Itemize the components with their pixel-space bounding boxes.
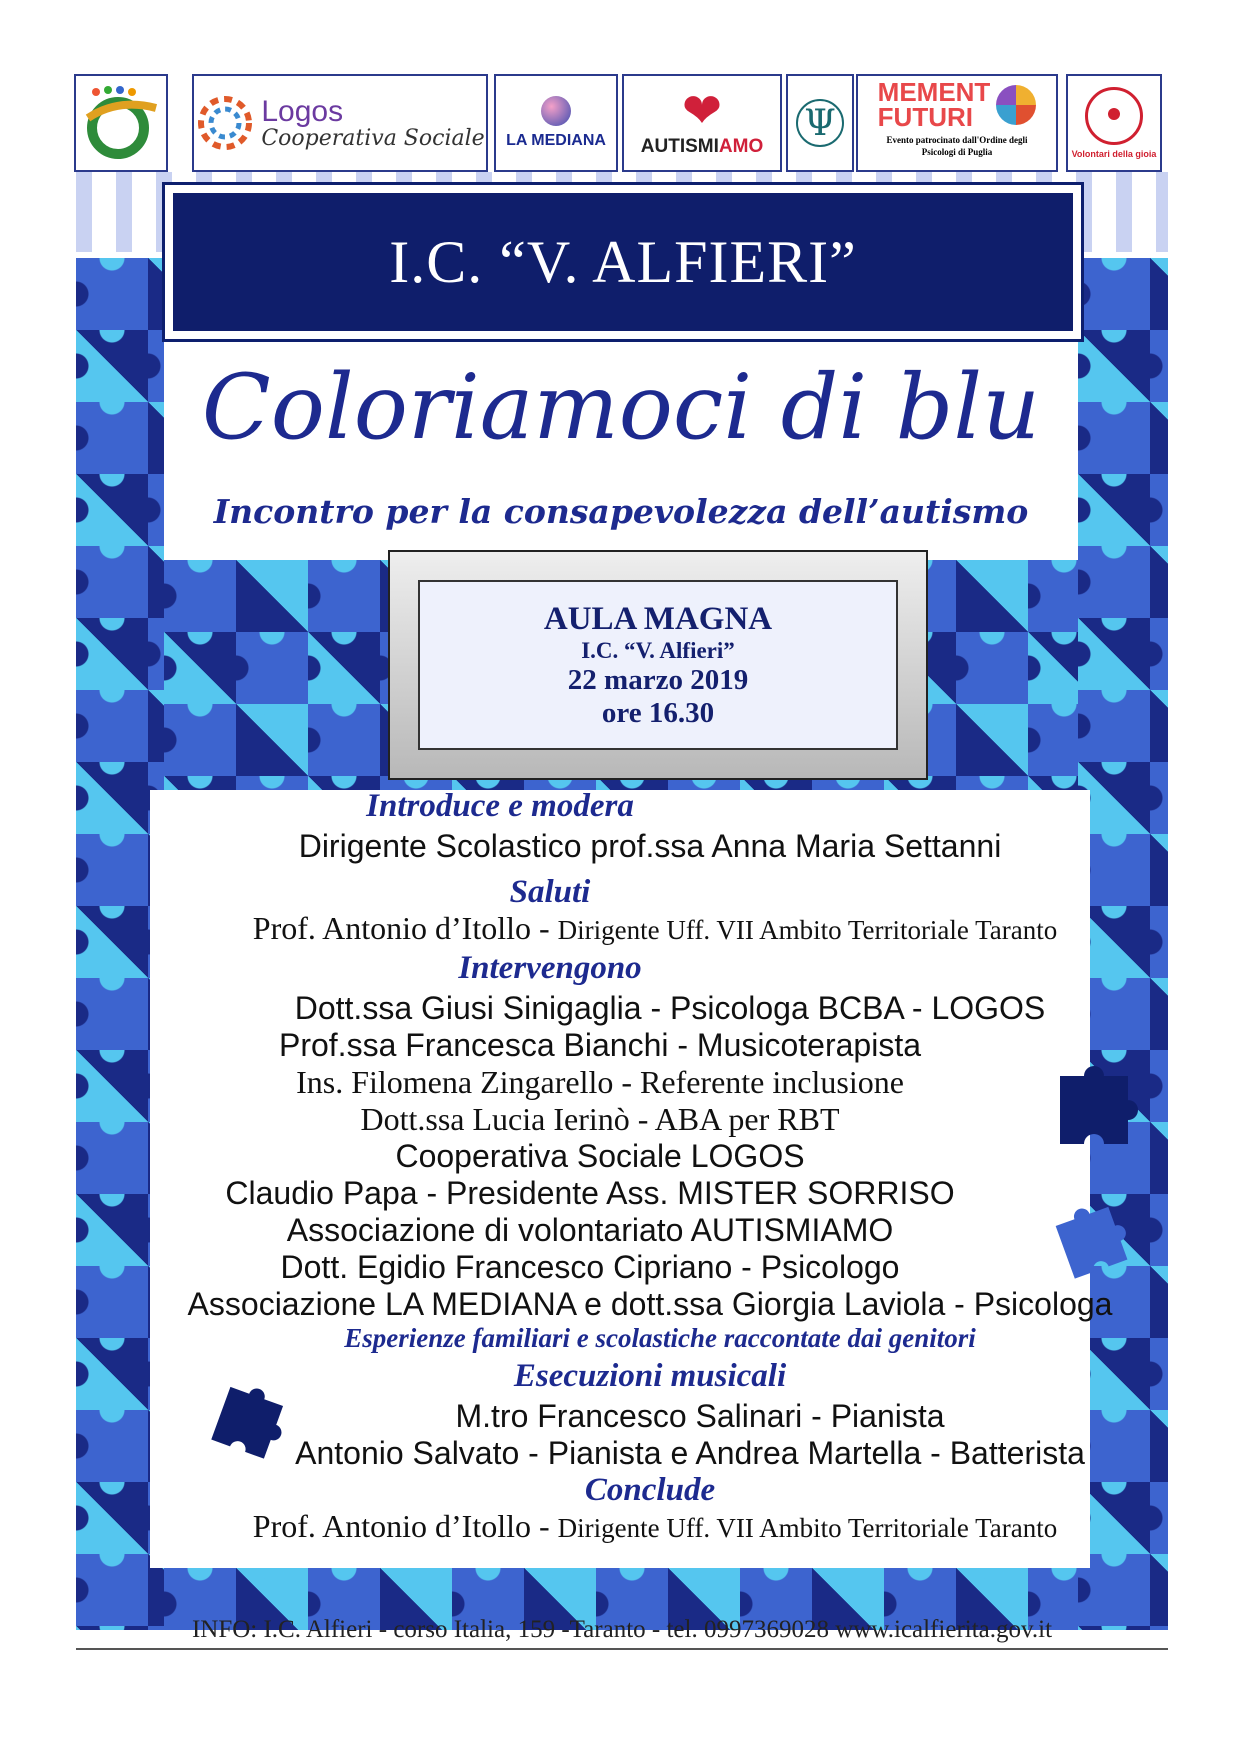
musician-line: Antonio Salvato - Pianista e Andrea Martella - Batterista xyxy=(295,1435,1085,1471)
autismiamo-text xyxy=(641,136,763,158)
logo-mement-futuri xyxy=(856,74,1058,172)
footer-info: INFO: I.C. Alfieri - corso Italia, 159 -Taranto - tel. 0997369028 www.icalfierita.gov.it xyxy=(191,1616,1053,1643)
introduce-person: Dirigente Scolastico prof.ssa Anna Maria Settanni xyxy=(298,828,1002,864)
conclude-role: Dirigente Uff. VII Ambito Territoriale Taranto xyxy=(557,1513,1058,1543)
logo-alfieri xyxy=(74,74,168,172)
heart-puzzle-icon: ❤ xyxy=(681,85,723,138)
speaker-line: Ins. Filomena Zingarello - Referente inclusione xyxy=(296,1064,904,1100)
people-circle-icon xyxy=(195,88,255,158)
logo-la-mediana xyxy=(494,74,618,172)
logo-mister-sorriso xyxy=(1066,74,1162,172)
futuri-text: FUTURI xyxy=(877,101,973,132)
musicali-heading: Esecuzioni musicali xyxy=(513,1358,787,1394)
conclude-speaker xyxy=(160,1508,1150,1545)
mement-text: MEMENT xyxy=(877,77,991,107)
speaker-line: Prof.ssa Francesca Bianchi - Musicoterapista xyxy=(278,1027,922,1063)
autismiamo-text-b: AMO xyxy=(718,136,764,157)
event-title: Coloriamoci di blu xyxy=(201,355,1041,460)
logo-logos-cooperativa xyxy=(192,74,488,172)
event-date: 22 marzo 2019 xyxy=(567,663,749,696)
puzzle-piece-icon xyxy=(1050,1196,1136,1280)
logos-subtitle: Cooperativa Sociale xyxy=(261,126,485,152)
clown-face-icon xyxy=(1085,87,1143,145)
speaker-line: Claudio Papa - Presidente Ass. MISTER SORRISO xyxy=(225,1175,955,1211)
venue-institute: I.C. “V. Alfieri” xyxy=(581,637,735,663)
puzzle-piece-icon xyxy=(206,1376,296,1466)
autismiamo-text-a: AUTISMI xyxy=(640,136,719,157)
mediana-symbol-icon xyxy=(541,96,571,126)
logo-autismiamo xyxy=(622,74,782,172)
footer-rule xyxy=(76,1648,1168,1650)
speaker-line: Cooperativa Sociale LOGOS xyxy=(395,1138,805,1174)
speaker-line: Dott. Egidio Francesco Cipriano - Psicologo xyxy=(280,1249,900,1285)
alfieri-logo-icon xyxy=(78,78,164,168)
psi-symbol-icon: Ψ xyxy=(796,99,844,147)
mister-sorriso-text: Volontari della gioia xyxy=(1071,149,1157,159)
event-subtitle: Incontro per la consapevolezza dell’autismo xyxy=(213,492,1029,531)
speaker-line: Associazione di volontariato AUTISMIAMO xyxy=(286,1212,894,1248)
saluti-heading: Saluti xyxy=(509,874,591,910)
mement-caption: Evento patrocinato dall'Ordine degli Psicologi di Puglia xyxy=(886,135,1028,158)
banner-title: I.C. “V. ALFIERI” xyxy=(389,228,857,295)
speaker-line: Associazione LA MEDIANA e dott.ssa Giorgia Laviola - Psicologa xyxy=(187,1286,1113,1322)
puzzle-piece-icon xyxy=(1046,1056,1150,1154)
speaker-line: Dott.ssa Giusi Sinigaglia - Psicologa BCBA - LOGOS xyxy=(294,990,1046,1026)
la-mediana-text: LA MEDIANA xyxy=(506,132,606,149)
introduce-heading: Introduce e modera xyxy=(366,788,634,824)
venue-name: AULA MAGNA xyxy=(543,600,773,637)
conclude-heading: Conclude xyxy=(584,1472,716,1508)
saluti-name: Prof. Antonio d’Itollo - xyxy=(252,910,558,946)
intervengono-heading: Intervengono xyxy=(458,950,642,986)
musician-line: M.tro Francesco Salinari - Pianista xyxy=(455,1398,945,1434)
conclude-name: Prof. Antonio d’Itollo - xyxy=(252,1508,558,1544)
esperienze-heading: Esperienze familiari e scolastiche raccontate dai genitori xyxy=(344,1323,976,1353)
event-time: ore 16.30 xyxy=(601,696,715,729)
brain-icon xyxy=(996,85,1036,125)
saluti-speaker xyxy=(160,910,1150,947)
speaker-line: Dott.ssa Lucia Ierinò - ABA per RBT xyxy=(360,1101,840,1137)
school-banner xyxy=(162,182,1084,342)
logo-ordine-psicologi xyxy=(786,74,854,172)
venue-box xyxy=(388,550,928,780)
saluti-role: Dirigente Uff. VII Ambito Territoriale Taranto xyxy=(557,915,1058,945)
logos-title: Logos xyxy=(261,94,344,128)
